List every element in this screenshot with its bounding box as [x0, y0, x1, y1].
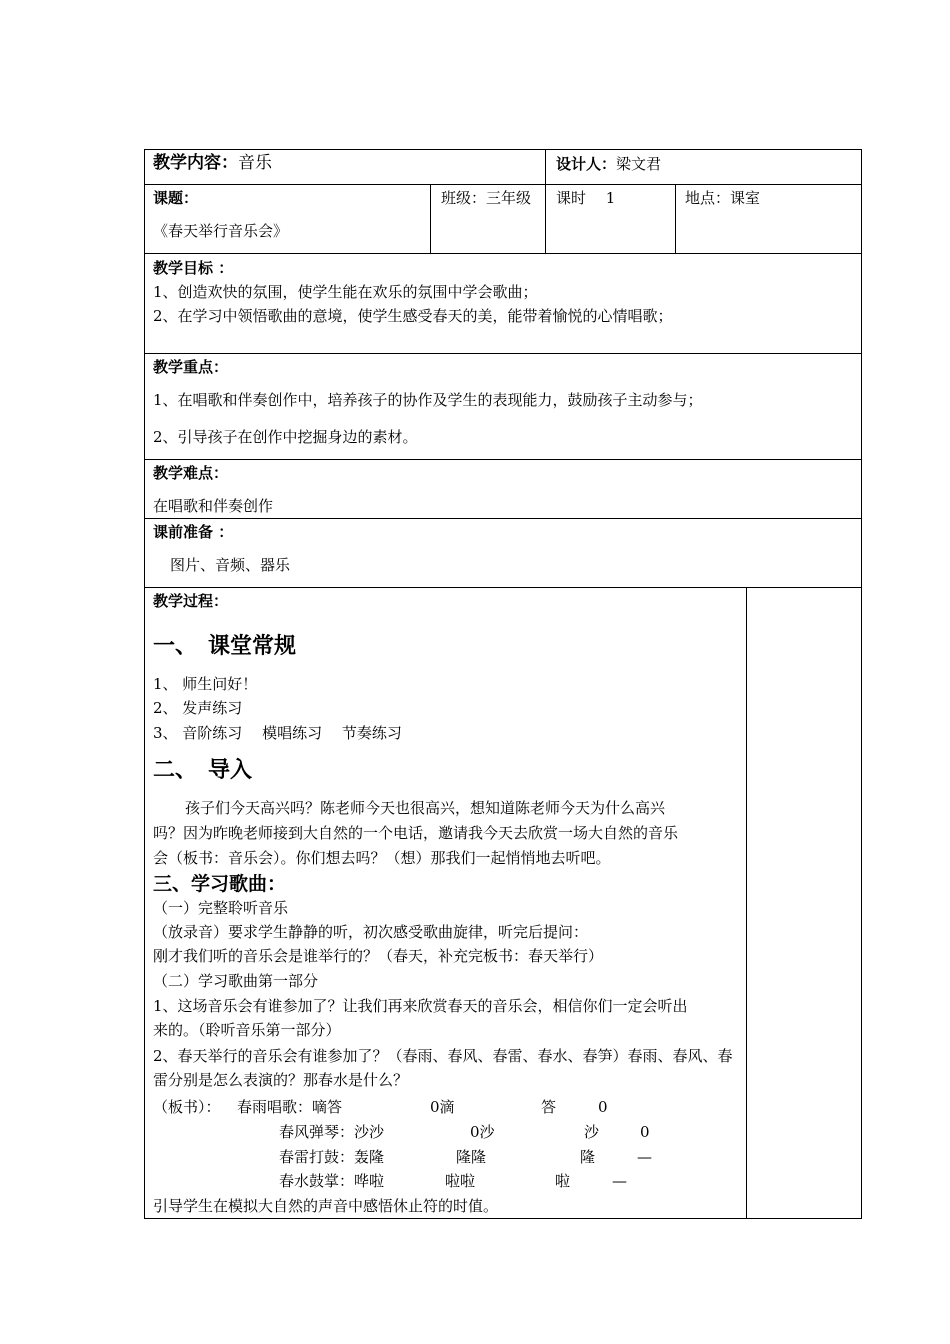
- song-step-line: 2、春天举行的音乐会有谁参加了？（春雨、春风、春雷、春水、春笋）春雨、春风、春: [153, 1047, 733, 1065]
- row-divider: [144, 253, 862, 254]
- board-row-beat: 答: [541, 1098, 557, 1116]
- board-row-label: 春雨唱歌：嘀答: [237, 1098, 343, 1116]
- section-one-title: 一、 课堂常规: [153, 634, 297, 659]
- board-row-beat: 隆隆: [456, 1148, 487, 1166]
- board-row-beat: —: [637, 1148, 652, 1166]
- place-text: 地点：课室: [685, 189, 761, 207]
- row-divider: [144, 184, 862, 185]
- table-border-top: [144, 149, 862, 150]
- table-border-left: [144, 149, 145, 1219]
- song-step-line: 刚才我们听的音乐会是谁举行的？（春天，补充完板书：春天举行）: [153, 947, 604, 965]
- intro-paragraph-line: 吗？因为昨晚老师接到大自然的一个电话，邀请我今天去欣赏一场大自然的音乐: [153, 824, 679, 842]
- board-row-label: 春风弹琴：沙沙: [279, 1123, 385, 1141]
- key-points-label: 教学重点：: [153, 358, 229, 376]
- board-row-beat: 0: [598, 1098, 608, 1116]
- goals-label: 教学目标 ：: [153, 259, 234, 277]
- song-step-line: （一）完整聆听音乐: [153, 899, 289, 917]
- board-row-beat: 沙: [584, 1123, 600, 1141]
- song-step-line: （放录音）要求学生静静的听，初次感受歌曲旋律，听完后提问：: [153, 923, 589, 941]
- designer-cell: [556, 154, 661, 174]
- teaching-content-value: 音乐: [238, 153, 272, 173]
- board-row-beat: 0滴: [430, 1098, 455, 1116]
- row-divider: [144, 518, 862, 519]
- class-text: 班级：三年级: [441, 189, 532, 207]
- difficulty-text: 在唱歌和伴奏创作: [153, 497, 274, 515]
- col-divider: [430, 184, 431, 254]
- key-point-item: 1、在唱歌和伴奏创作中，培养孩子的协作及学生的表现能力，鼓励孩子主动参与；: [153, 391, 703, 409]
- routine-item: 3、 音阶练习 模唱练习 节奏练习: [153, 724, 402, 742]
- closing-line: 引导学生在模拟大自然的声音中感悟休止符的时值。: [153, 1197, 499, 1215]
- preparation-text: 图片、音频、器乐: [170, 556, 291, 574]
- topic-label: 课题：: [153, 189, 199, 207]
- board-row-beat: 0沙: [470, 1123, 495, 1141]
- goal-item: 1、创造欢快的氛围，使学生能在欢乐的氛围中学会歌曲；: [153, 283, 538, 301]
- row-divider: [144, 459, 862, 460]
- designer-value: 梁文君: [616, 155, 662, 173]
- board-row-label: 春水鼓掌：哗啦: [279, 1172, 385, 1190]
- key-point-item: 2、引导孩子在创作中挖掘身边的素材。: [153, 428, 418, 446]
- teaching-content-label: 教学内容：: [153, 153, 238, 173]
- board-row-beat: 啦: [555, 1172, 571, 1190]
- song-step-line: 来的。（聆听音乐第一部分）: [153, 1021, 341, 1039]
- designer-label: 设计人：: [556, 155, 617, 173]
- col-divider: [746, 587, 747, 1219]
- song-step-line: 雷分别是怎么表演的？那春水是什么？: [153, 1071, 409, 1089]
- table-border-bottom: [144, 1218, 862, 1219]
- intro-paragraph-line: 会（板书：音乐会）。你们想去吗？（想）那我们一起悄悄地去听吧。: [153, 849, 611, 867]
- routine-item: 2、 发声练习: [153, 699, 243, 717]
- song-step-line: 1、这场音乐会有谁参加了？让我们再来欣赏春天的音乐会，相信你们一定会听出: [153, 997, 688, 1015]
- col-divider: [675, 184, 676, 254]
- board-row-label: 春雷打鼓：轰隆: [279, 1148, 385, 1166]
- process-label: 教学过程：: [153, 592, 229, 610]
- teaching-content-cell: [153, 153, 272, 173]
- row-divider: [144, 353, 862, 354]
- song-step-line: （二）学习歌曲第一部分: [153, 972, 319, 990]
- board-row-beat: —: [612, 1172, 627, 1190]
- board-prefix: （板书）：: [153, 1098, 221, 1116]
- row-divider: [144, 587, 862, 588]
- col-divider: [545, 149, 546, 254]
- table-border-right: [861, 149, 862, 1219]
- section-three-title: 三、学习歌曲：: [153, 873, 287, 895]
- board-row-beat: 啦啦: [445, 1172, 476, 1190]
- difficulty-label: 教学难点：: [153, 464, 229, 482]
- preparation-label: 课前准备 ：: [153, 523, 234, 541]
- routine-item: 1、 师生问好！: [153, 675, 258, 693]
- board-row-beat: 隆: [580, 1148, 596, 1166]
- board-row-beat: 0: [640, 1123, 650, 1141]
- intro-paragraph-line: 孩子们今天高兴吗？陈老师今天也很高兴，想知道陈老师今天为什么高兴: [185, 799, 666, 817]
- goal-item: 2、在学习中领悟歌曲的意境，使学生感受春天的美，能带着愉悦的心情唱歌；: [153, 307, 673, 325]
- topic-value: 《春天举行音乐会》: [153, 222, 289, 240]
- section-two-title: 二、 导入: [153, 758, 253, 783]
- hours-text: 课时 1: [556, 189, 616, 207]
